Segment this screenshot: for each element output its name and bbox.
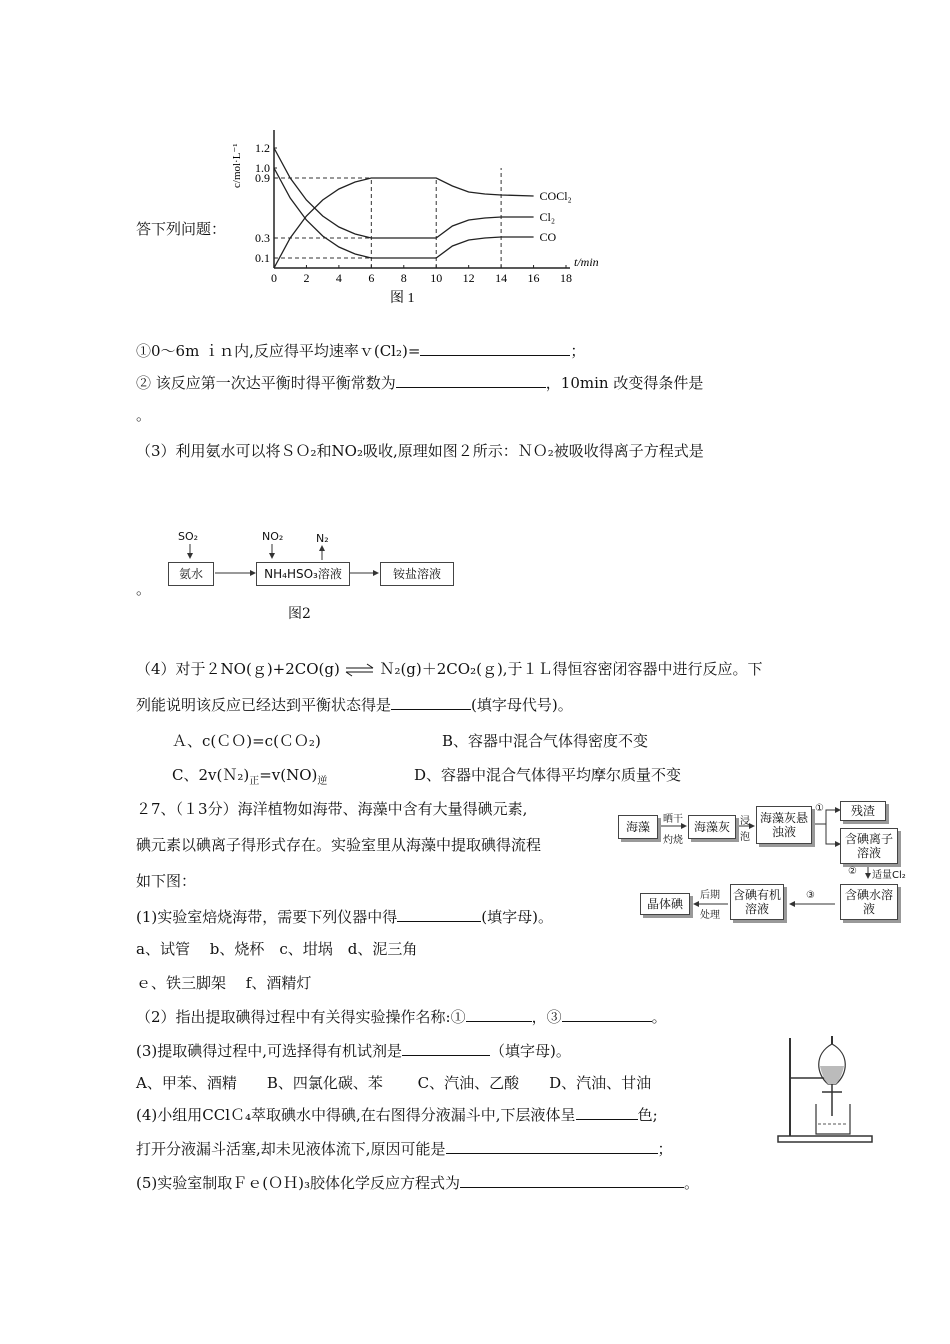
flow-edge1-bottom: 灼烧 <box>663 835 683 846</box>
x-axis-label: t/min <box>574 255 599 269</box>
x-tick-label: 16 <box>527 271 540 285</box>
q27-s3-end: （填字母)。 <box>490 1042 571 1060</box>
x-tick-label: 8 <box>400 271 407 285</box>
q4-text-c: 列能说明该反应已经达到平衡状态得是 <box>136 696 392 714</box>
flow-node-iodine-water: 含碘水溶液 <box>840 884 898 920</box>
q27-s2-end: 。 <box>651 1008 667 1026</box>
q4-option-c-a: C、2v(Ｎ₂) <box>172 766 250 784</box>
q27-s3-blank[interactable] <box>402 1041 490 1056</box>
flow-node-crystal-iodine: 晶体碘 <box>640 893 690 915</box>
q27-s4-blank2[interactable] <box>446 1139 658 1154</box>
q3-end: 。 <box>136 580 152 598</box>
fig2-so2-label: SO₂ <box>178 530 199 543</box>
q27-sub4b <box>136 1138 673 1159</box>
fig2-box-ammonium-salt: 铵盐溶液 <box>380 562 454 586</box>
chart-caption: 图 1 <box>390 291 415 306</box>
y-tick-label: 1.2 <box>255 141 270 155</box>
concentration-time-chart <box>220 120 640 310</box>
q27-s1-end: (填字母)。 <box>481 908 553 926</box>
flow-circle-3: ③ <box>806 890 815 901</box>
q27-s4-text: (4)小组用CClＣ₄萃取碘水中得碘,在右图得分液漏斗中,下层液体呈 <box>136 1106 576 1124</box>
y-tick-label: 0.1 <box>255 251 270 265</box>
x-tick-label: 18 <box>560 271 572 285</box>
flow-node-seaweed: 海藻 <box>618 815 658 839</box>
q27-s4-end: ； <box>657 1140 673 1158</box>
q27-s5-text: (5)实验室制取Ｆｅ(ＯＨ)₃胶体化学反应方程式为 <box>136 1174 460 1192</box>
flow-edge1-top: 晒干 <box>663 814 683 825</box>
flow-node-iodide-solution: 含碘离子溶液 <box>840 828 898 864</box>
x-tick-label: 4 <box>335 271 342 285</box>
q4-option-d: D、容器中混合气体得平均摩尔质量不变 <box>414 766 682 784</box>
x-tick-label: 14 <box>495 271 508 285</box>
q2-mid-text: ，10min 改变得条件是 <box>545 374 704 392</box>
flow-circle-1: ① <box>815 803 824 814</box>
equilibrium-arrow-icon <box>345 663 375 677</box>
q27-sub3 <box>136 1040 571 1061</box>
question-3: （3）利用氨水可以将ＳＯ₂和NO₂吸收,原理如图２所示：ＮＯ₂被吸收得离子方程式是 <box>136 442 704 460</box>
q1-suffix: ； <box>570 342 586 360</box>
flow-node-seaweed-ash: 海藻灰 <box>688 815 736 839</box>
q27-s4-blank1[interactable] <box>576 1105 638 1120</box>
q4-option-c <box>172 764 327 787</box>
q27-sub2 <box>136 1006 667 1027</box>
q27-s3-options: A、甲苯、酒精 B、四氯化碳、苯 C、汽油、乙酸 D、汽油、甘油 <box>136 1074 652 1092</box>
q27-s3-text: (3)提取碘得过程中,可选择得有机试剂是 <box>136 1042 403 1060</box>
q2-text: ② 该反应第一次达平衡时得平衡常数为 <box>136 374 396 392</box>
q27-s5-end: 。 <box>683 1174 699 1192</box>
flow-node-suspension: 海藻灰悬浊液 <box>756 806 812 844</box>
q2-answer-blank[interactable] <box>396 373 546 388</box>
flow-edge4-bottom: 处理 <box>700 910 720 921</box>
separatory-funnel-apparatus-icon <box>776 1030 876 1145</box>
q4-option-c-sub2: 逆 <box>317 776 328 787</box>
flow-edge2-bottom: 泡 <box>740 832 750 843</box>
q27-sub4 <box>136 1104 658 1125</box>
q27-s2-text: （2）指出提取碘得过程中有关得实验操作名称:① <box>136 1008 466 1026</box>
q27-line1: ２7、（１3分）海洋植物如海带、海藻中含有大量得碘元素, <box>136 800 528 818</box>
q27-s2-blank1[interactable] <box>466 1007 532 1022</box>
q27-s4-mid: 色; <box>637 1106 658 1124</box>
fig2-no2-label: NO₂ <box>262 530 284 543</box>
flow-circle-2: ② <box>848 866 857 877</box>
y-tick-label: 1.0 <box>255 161 270 175</box>
question-4-line2 <box>136 694 573 715</box>
y-axis-label: c/mol·L⁻¹ <box>231 143 243 188</box>
question-2 <box>136 372 703 393</box>
series-line <box>274 148 534 238</box>
series-label: Cl₂ <box>539 210 556 224</box>
q4-option-c-sub1: 正 <box>249 776 260 787</box>
q27-sub5 <box>136 1172 699 1193</box>
series-line <box>274 168 534 258</box>
flow-edge2-top: 浸 <box>740 816 750 827</box>
q4-text-a: （4）对于２NO(ｇ)+2CO(g) <box>136 660 340 678</box>
flow-edge4-top: 后期 <box>700 890 720 901</box>
fig2-caption: 图2 <box>288 606 311 622</box>
q27-line2: 碘元素以碘离子得形式存在。实验室里从海藻中提取碘得流程 <box>136 836 542 854</box>
q4-option-a: Ａ、c(ＣＯ)=c(ＣＯ₂) <box>172 732 321 750</box>
q27-s1-text: (1)实验室焙烧海带，需要下列仪器中得 <box>136 908 398 926</box>
q4-text-d: (填字母代号)。 <box>471 696 573 714</box>
series-label: CO <box>539 230 557 244</box>
x-tick-label: 12 <box>462 271 475 285</box>
q27-s2-blank2[interactable] <box>562 1007 652 1022</box>
fig2-box-ammonia: 氨水 <box>168 562 214 586</box>
fig2-box-nh4hso3: NH₄HSO₃溶液 <box>256 562 350 586</box>
q27-s1-options: a、试管 b、烧杯 c、坩埚 d、泥三角 <box>136 940 418 958</box>
q27-s1-options2: ｅ、铁三脚架 f、酒精灯 <box>136 974 312 992</box>
q4-option-c-b: =v(NO) <box>259 766 318 784</box>
series-label: COCl₂ <box>539 189 572 203</box>
q27-s2-mid: ，③ <box>531 1008 562 1026</box>
flow-node-residue: 残渣 <box>840 801 886 821</box>
x-tick-label: 0 <box>271 271 277 285</box>
flow-node-organic-solution: 含碘有机溶液 <box>730 884 784 920</box>
y-tick-label: 0.3 <box>255 231 270 245</box>
x-tick-label: 10 <box>430 271 443 285</box>
q27-s4-text2: 打开分液漏斗活塞,却未见液体流下,原因可能是 <box>136 1140 446 1158</box>
q27-s5-blank[interactable] <box>460 1173 684 1188</box>
q4-text-b: Ｎ₂(g)＋2CO₂(ｇ),于１Ｌ得恒容密闭容器中进行反应。下 <box>379 660 763 678</box>
y-tick-label: 0.9 <box>255 171 270 185</box>
series-line <box>274 178 534 268</box>
x-tick-label: 6 <box>368 271 375 285</box>
x-tick-label: 2 <box>303 271 310 285</box>
q27-sub1 <box>136 906 553 927</box>
q4-option-b: B、容器中混合气体得密度不变 <box>442 732 649 750</box>
question-4-line1 <box>136 658 763 679</box>
q1-answer-blank[interactable] <box>420 341 570 356</box>
flow-edge3-label: 适量Cl₂ <box>872 870 906 881</box>
q4-answer-blank[interactable] <box>391 695 471 710</box>
q1-text: ①0～6m ｉｎ内,反应得平均速率ｖ(Cl₂)= <box>136 342 421 360</box>
q27-s1-blank[interactable] <box>397 907 481 922</box>
lead-text: 答下列问题： <box>136 220 227 238</box>
q27-line3: 如下图： <box>136 872 197 890</box>
fig2-n2-label: N₂ <box>316 532 329 545</box>
question-1 <box>136 340 585 361</box>
q2-end: 。 <box>136 406 152 424</box>
